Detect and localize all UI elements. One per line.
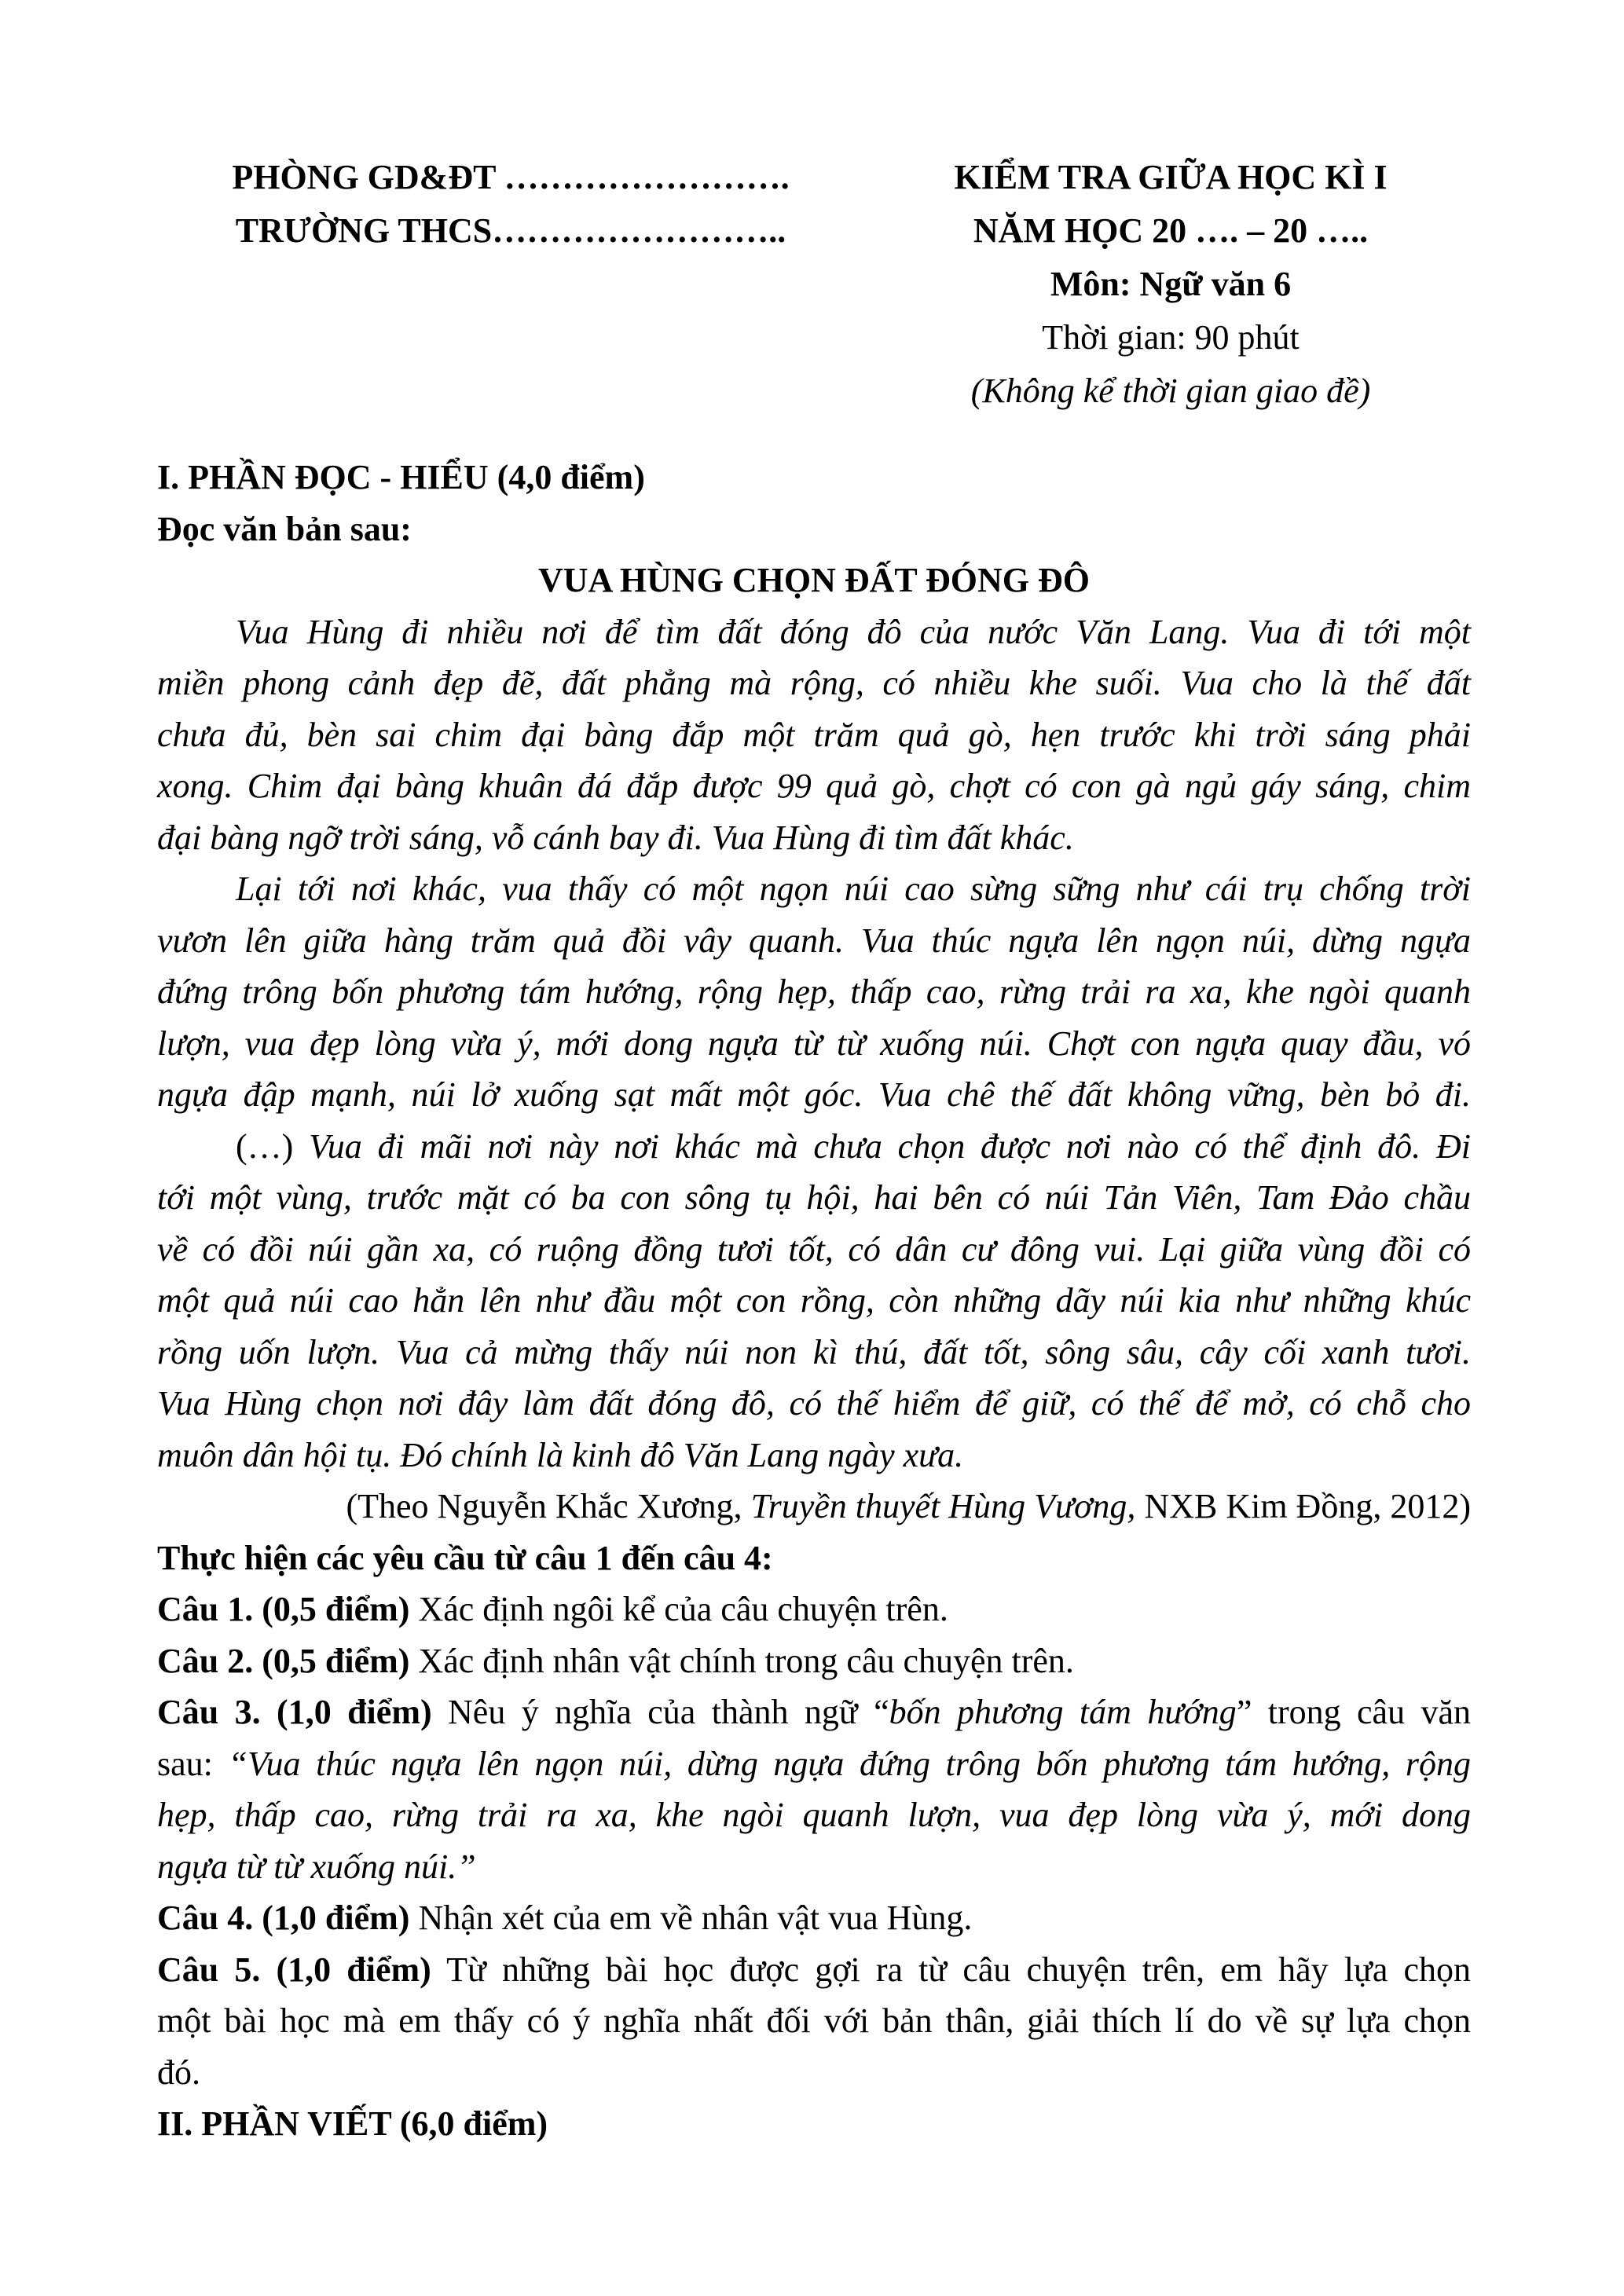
story-line: Vua Hùng chọn nơi đây làm đất đóng đô, có thế hiểm để giữ, có thế để mở, có chỗ cho (157, 1384, 1471, 1423)
story-line: muôn dân hội tụ. Đó chính là kinh đô Văn Lang ngày xưa. (157, 1435, 964, 1474)
story-title: VUA HÙNG CHỌN ĐẤT ĐÓNG ĐÔ (537, 561, 1090, 599)
story-line: tới một vùng, trước mặt có ba con sông tụ hội, hai bên có núi Tản Viên, Tam Đảo chầu (157, 1178, 1471, 1217)
exam-header (0, 151, 1624, 410)
question-1 (157, 1584, 1471, 1635)
department-line: PHÒNG GD&ĐT ……………………. (232, 158, 790, 196)
question-text: Xác định nhân vật chính trong câu chuyện trên. (409, 1641, 1074, 1680)
story-paragraph-1 (157, 606, 1471, 864)
story-paragraph-2 (157, 863, 1471, 1121)
story-line: chưa đủ, bèn sai chim đại bàng đắp một trăm quả gò, hẹn trước khi trời sáng phải (157, 715, 1471, 754)
question-text: ” trong câu văn (1236, 1693, 1471, 1731)
exam-duration: Thời gian: 90 phút (1042, 318, 1300, 357)
question-label: Câu 5. (1,0 điểm) (157, 1950, 431, 1989)
exam-info (880, 151, 1461, 418)
quoted-sentence: ngựa từ từ xuống núi.” (157, 1847, 476, 1886)
subject: Môn: Ngữ văn 6 (1050, 265, 1292, 303)
quoted-sentence: hẹp, thấp cao, rừng trải ra xa, khe ngòi quanh lượn, vua đẹp lòng vừa ý, mới dong (157, 1796, 1471, 1834)
story-source (157, 1481, 1471, 1532)
question-line: một bài học mà em thấy có ý nghĩa nhất đối với bản thân, giải thích lí do về sự lựa chọn (157, 2001, 1471, 2040)
story-line: đứng trông bốn phương tám hướng, rộng hẹp, thấp cao, rừng trải ra xa, khe ngòi quanh (157, 972, 1471, 1011)
source-book: Truyền thuyết Hùng Vương, (750, 1487, 1136, 1525)
school-year: NĂM HỌC 20 …. – 20 ….. (973, 211, 1369, 250)
story-line: về có đồi núi gần xa, có ruộng đồng tươi tốt, có dân cư đông vui. Lại giữa vùng đồi có (157, 1229, 1471, 1269)
section1-heading: I. PHẦN ĐỌC - HIỂU (4,0 điểm) (157, 458, 645, 496)
question-4 (157, 1892, 1471, 1944)
question-line (157, 1738, 1471, 1790)
story-line: Vua Hùng đi nhiều nơi để tìm đất đóng đô của nước Văn Lang. Vua đi tới một (236, 612, 1471, 651)
school-line: TRƯỜNG THCS…………………….. (235, 211, 786, 250)
ellipsis-marker: (…) (236, 1126, 310, 1166)
question-label: Câu 3. (1,0 điểm) (157, 1693, 432, 1731)
duration-note: (Không kể thời gian giao đề) (970, 372, 1371, 410)
source-prefix: (Theo Nguyễn Khắc Xương, (346, 1487, 751, 1525)
question-3 (157, 1686, 1471, 1892)
source-suffix: NXB Kim Đồng, 2012) (1135, 1487, 1471, 1525)
story-line: rồng uốn lượn. Vua cả mừng thấy núi non kì thú, đất tốt, sông sâu, cây cối xanh tươi. (157, 1332, 1471, 1371)
question-label: Câu 1. (0,5 điểm) (157, 1590, 410, 1628)
story-paragraph-3 (157, 1121, 1471, 1481)
story-line-text: Vua đi mãi nơi này nơi khác mà chưa chọn được nơi nào có thể định đô. Đi (309, 1126, 1471, 1166)
story-line: xong. Chim đại bàng khuân đá đắp được 99 quả gò, chợt có con gà ngủ gáy sáng, chim (157, 767, 1471, 805)
story-line: Lại tới nơi khác, vua thấy có một ngọn núi cao sừng sững như cái trụ chống trời (236, 870, 1471, 908)
exam-content (157, 452, 1471, 2150)
exam-title: KIỂM TRA GIỮA HỌC KÌ I (954, 158, 1388, 196)
question-line (157, 1944, 1471, 1996)
question-line (157, 1686, 1471, 1738)
section2-heading: II. PHẦN VIẾT (6,0 điểm) (157, 2104, 548, 2143)
story-line: lượn, vua đẹp lòng vừa ý, mới dong ngựa từ từ xuống núi. Chợt con ngựa quay đầu, vó (157, 1023, 1471, 1063)
question-text: Từ những bài học được gợi ra từ câu chuyện trên, em hãy lựa chọn (431, 1950, 1471, 1989)
question-text: Nêu ý nghĩa của thành ngữ “ (431, 1693, 889, 1731)
story-line: ngựa đập mạnh, núi lở xuống sạt mất một góc. Vua chê thế đất không vững, bèn bỏ đi. (157, 1075, 1471, 1114)
question-text: sau: (157, 1744, 229, 1783)
question-label: Câu 2. (0,5 điểm) (157, 1641, 410, 1680)
question-label: Câu 4. (1,0 điểm) (157, 1899, 410, 1937)
task-instruction: Thực hiện các yêu cầu từ câu 1 đến câu 4: (157, 1538, 773, 1577)
reading-instruction: Đọc văn bản sau: (157, 509, 412, 548)
question-text: Xác định ngôi kể của câu chuyện trên. (409, 1590, 948, 1628)
question-5 (157, 1944, 1471, 2099)
question-text: Nhận xét của em về nhân vật vua Hùng. (409, 1899, 973, 1937)
question-2 (157, 1635, 1471, 1687)
story-line: đại bàng ngỡ trời sáng, vỗ cánh bay đi. Vua Hùng đi tìm đất khác. (157, 818, 1074, 857)
quoted-sentence: “Vua thúc ngựa lên ngọn núi, dừng ngựa đứng trông bốn phương tám hướng, rộng (228, 1744, 1471, 1783)
school-info (157, 151, 864, 258)
story-line: vươn lên giữa hàng trăm quả đồi vây quanh. Vua thúc ngựa lên ngọn núi, dừng ngựa (157, 921, 1471, 960)
idiom-text: bốn phương tám hướng (889, 1693, 1237, 1731)
question-line: đó. (157, 2052, 200, 2092)
story-line: một quả núi cao hẳn lên như đầu một con rồng, còn những dãy núi kia như những khúc (157, 1281, 1471, 1320)
story-line (157, 1121, 1471, 1173)
story-line: miền phong cảnh đẹp đẽ, đất phẳng mà rộng, có nhiều khe suối. Vua cho là thế đất (157, 664, 1471, 702)
